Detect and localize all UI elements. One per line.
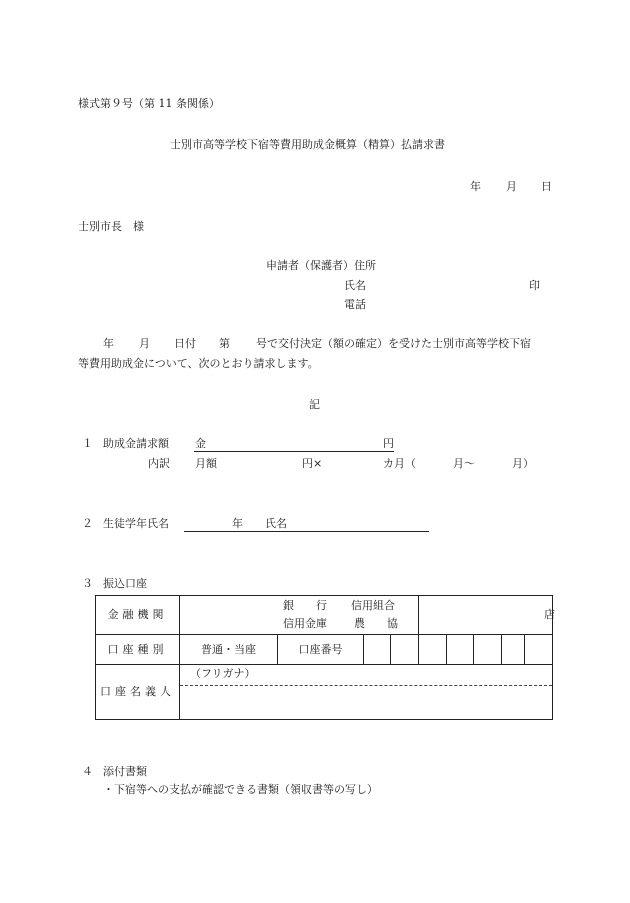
item1-label: 助成金請求額: [103, 437, 169, 450]
account-digit: [419, 635, 447, 665]
yen-times: 円×: [302, 457, 323, 470]
branch-label: 店: [544, 608, 555, 621]
months-label: カ月（: [383, 457, 416, 470]
item4-number: ４: [82, 765, 93, 778]
ki-label: 記: [309, 398, 320, 411]
item2-number: ２: [82, 517, 93, 530]
item1-kin: 金: [195, 437, 206, 450]
body-line1-rest: 号で交付決定（額の確定）を受けた士別市高等学校下宿: [256, 337, 531, 350]
applicant-name-label: 氏名: [344, 279, 366, 292]
applicant-phone-label: 電話: [344, 298, 366, 311]
nokyo-option: 農 協: [354, 617, 398, 630]
attachment-document: ・下宿等への支払が確認できる書類（領収書等の写し）: [103, 783, 378, 796]
branch-cell: [419, 596, 553, 635]
account-digit: [474, 635, 502, 665]
account-digit: [502, 635, 525, 665]
date-day: 日: [541, 180, 552, 193]
student-year-label: 年: [232, 517, 243, 530]
item3-label: 振込口座: [103, 577, 147, 590]
account-holder-cell: [180, 665, 553, 720]
student-name-label: 氏名: [265, 517, 287, 530]
account-type-label: 口座種別: [96, 635, 180, 665]
body-line2: 等費用助成金について、次のとおり請求します。: [78, 357, 319, 370]
item1-number: １: [82, 437, 93, 450]
addressee: 士別市長 様: [78, 220, 144, 233]
date-month: 月: [506, 180, 517, 193]
breakdown-label: 内訳: [148, 457, 170, 470]
account-type-value: 普通・当座: [180, 635, 278, 665]
applicant-address-label: 申請者（保護者）住所: [266, 259, 376, 272]
item2-label: 生徒学年氏名: [103, 517, 169, 530]
item3-number: ３: [82, 577, 93, 590]
institution-label: 金融機関: [96, 596, 180, 635]
body-dai: 第: [219, 337, 230, 350]
body-year: 年: [103, 337, 114, 350]
furigana-label: （フリガナ）: [190, 667, 256, 680]
account-digit: [364, 635, 391, 665]
account-digit: [447, 635, 474, 665]
bank-account-table: [95, 595, 553, 720]
account-number-label: 口座番号: [278, 635, 364, 665]
seal-mark: 印: [529, 279, 540, 292]
account-digit: [391, 635, 419, 665]
furigana-divider: [180, 685, 552, 686]
month-from: 月～: [453, 457, 475, 470]
body-month: 月: [139, 337, 150, 350]
item1-yen: 円: [383, 437, 394, 450]
monthly-label: 月額: [195, 457, 217, 470]
student-underline: [184, 531, 429, 532]
date-year: 年: [470, 180, 481, 193]
body-dated: 日付: [174, 337, 196, 350]
item4-label: 添付書類: [103, 765, 147, 778]
bank-option: 銀 行: [283, 599, 327, 612]
institution-types: [180, 596, 419, 635]
credit-union-option: 信用組合: [351, 599, 395, 612]
form-number: 様式第９号（第 11 条関係）: [78, 97, 220, 110]
account-holder-label: 口座名義人: [96, 665, 180, 720]
document-title: 士別市高等学校下宿等費用助成金概算（精算）払請求書: [170, 138, 445, 151]
amount-underline: [194, 451, 394, 452]
month-to: 月）: [512, 457, 534, 470]
account-digit: [525, 635, 553, 665]
shinkin-option: 信用金庫: [283, 617, 327, 630]
